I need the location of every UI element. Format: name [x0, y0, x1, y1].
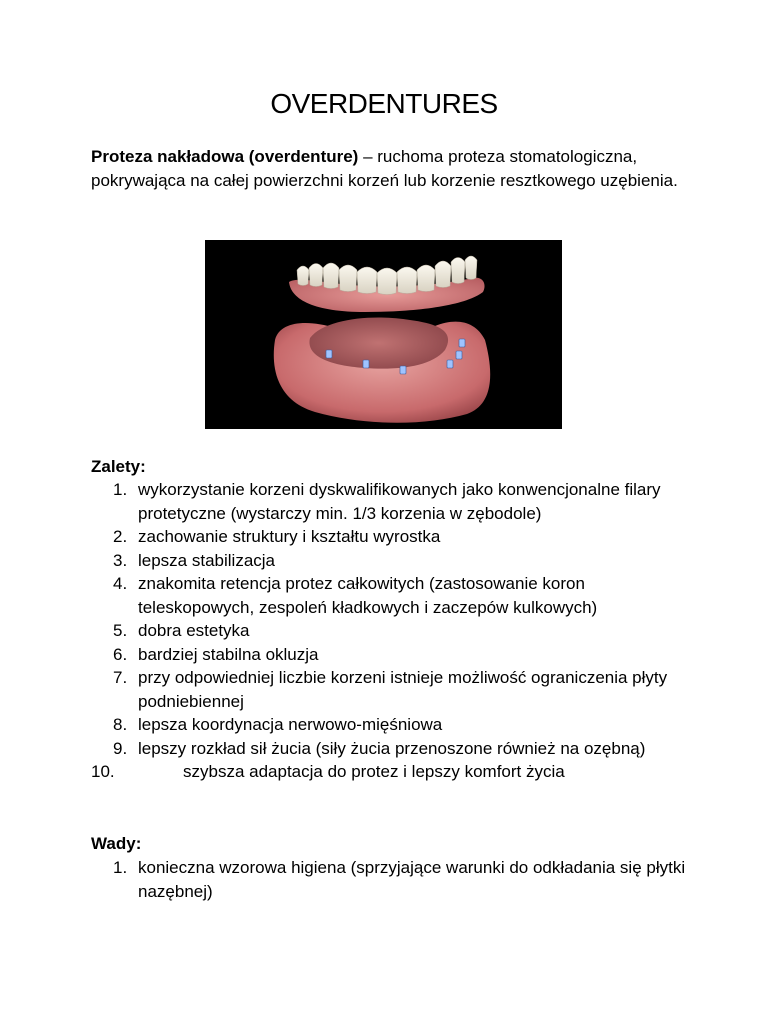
list-item: 3. lepsza stabilizacja: [113, 550, 276, 570]
list-item: 1. konieczna wzorowa higiena (sprzyjające warunki do odkładania się płytki nazębnej): [113, 858, 686, 901]
intro-paragraph: [91, 145, 691, 193]
denture-illustration-icon: [205, 240, 562, 429]
list-item: 7. przy odpowiedniej liczbie korzeni istnieje możliwość ograniczenia płyty podniebiennej: [113, 668, 668, 711]
disadvantages-list: [91, 856, 691, 903]
advantages-list: [91, 478, 691, 784]
page-title: OVERDENTURES: [270, 88, 498, 119]
list-item: 1. wykorzystanie korzeni dyskwalifikowanych jako konwencjonalne filary protetyczne (wystarczy min. 1/3 korzenia w zębodole): [113, 480, 661, 523]
list-item: 4. znakomita retencja protez całkowitych (zastosowanie koron teleskopowych, zespoleń kładkowych i zaczepów kulkowych): [113, 574, 598, 617]
list-item: 8. lepsza koordynacja nerwowo-mięśniowa: [113, 715, 443, 734]
list-item: 6. bardziej stabilna okluzja: [113, 644, 319, 664]
intro-definition: – ruchoma proteza stomatologiczna, pokrywająca na całej powierzchni korzeń lub korzenie resztkowego uzębienia.: [91, 147, 678, 190]
list-item: 9. lepszy rozkład sił żucia (siły żucia przenoszone również na ozębną): [113, 738, 646, 758]
list-item: 2. zachowanie struktury i kształtu wyrostka: [113, 527, 441, 546]
disadvantages-heading: Wady:: [91, 834, 142, 853]
intro-term: Proteza nakładowa (overdenture): [91, 147, 359, 166]
list-item: 10. szybsza adaptacja do protez i lepszy komfort życia: [91, 762, 565, 781]
list-item: 5. dobra estetyka: [113, 621, 250, 640]
advantages-heading: Zalety:: [91, 457, 146, 476]
